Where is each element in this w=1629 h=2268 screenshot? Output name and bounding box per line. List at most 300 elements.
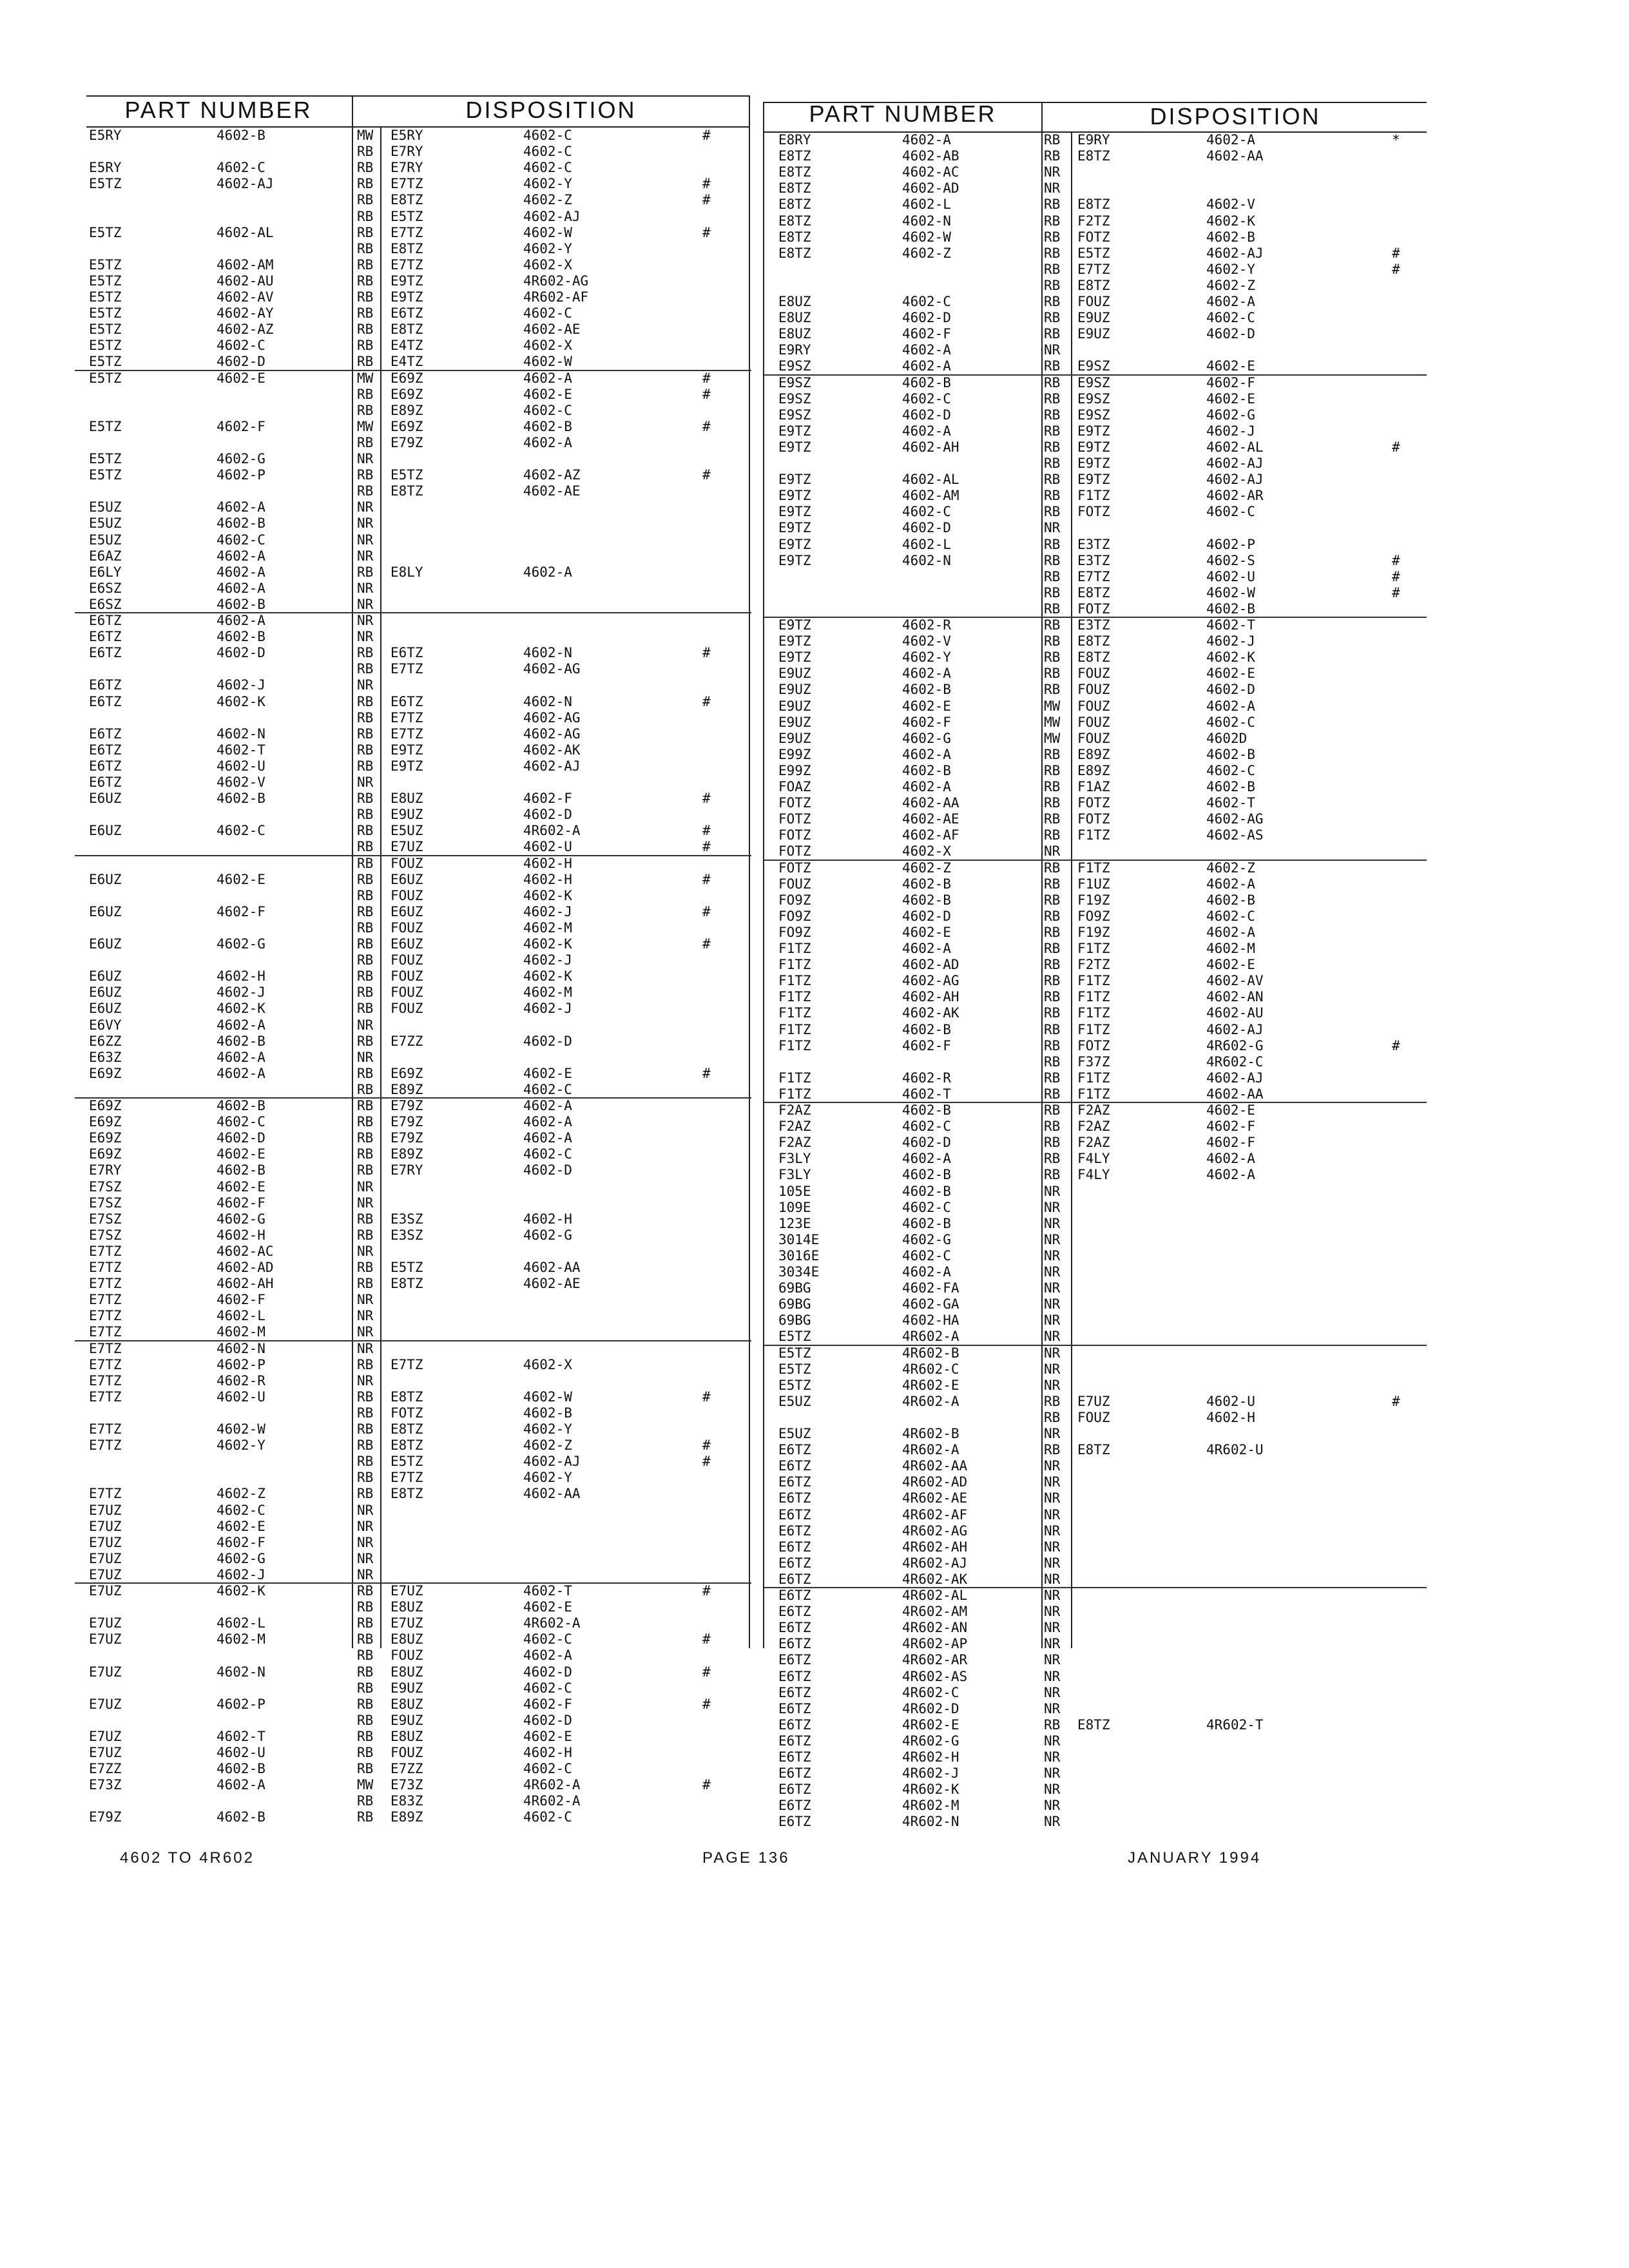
disposition-model-cell: F1AZ	[1077, 779, 1110, 794]
disposition-model-cell: E6UZ	[390, 903, 423, 919]
part-model-cell: E7UZ	[89, 1550, 122, 1566]
disposition-code-cell: RB	[357, 1146, 374, 1162]
disposition-model-cell: FOTZ	[1077, 795, 1110, 811]
part-number-cell: 4602-R	[902, 1070, 951, 1086]
disposition-number-cell: 4602-A	[1206, 924, 1255, 940]
part-number-cell: 4602-AF	[902, 827, 959, 843]
disposition-number-cell: 4602-W	[523, 354, 572, 370]
disposition-code-cell: RB	[1044, 1167, 1061, 1183]
disposition-code-cell: RB	[357, 256, 374, 273]
part-number-cell: 4R602-B	[902, 1345, 959, 1361]
part-model-cell: FOTZ	[778, 860, 811, 876]
part-model-cell: E6TZ	[89, 613, 122, 628]
disposition-number-cell: 4602-C	[523, 1761, 572, 1777]
disposition-number-cell: 4602-D	[1206, 326, 1255, 342]
disposition-model-cell: FOTZ	[1077, 1037, 1110, 1053]
disposition-code-cell: RB	[357, 1648, 374, 1664]
disposition-code-cell: NR	[1044, 180, 1061, 197]
disposition-code-cell: NR	[1044, 1199, 1061, 1215]
disposition-code-cell: MW	[1044, 698, 1061, 714]
part-number-cell: 4602-B	[902, 682, 951, 698]
disposition-code-cell: RB	[357, 1728, 374, 1744]
part-model-cell: 123E	[778, 1215, 811, 1231]
part-model-cell: E6TZ	[778, 1474, 811, 1490]
disposition-model-cell: E9TZ	[1077, 439, 1110, 455]
disposition-number-cell: 4602-AS	[1206, 827, 1264, 843]
disposition-number-cell: 4602-G	[1206, 407, 1255, 423]
disposition-code-cell: RB	[357, 1615, 374, 1631]
part-model-cell: E6UZ	[89, 791, 122, 807]
disposition-code-cell: RB	[357, 887, 374, 903]
part-model-cell: E99Z	[778, 746, 811, 762]
disposition-code-cell: RB	[357, 1583, 374, 1599]
disposition-code-cell: RB	[1044, 957, 1061, 973]
disposition-number-cell: 4602-AG	[523, 661, 581, 677]
disposition-number-cell: 4602-AA	[1206, 1086, 1264, 1102]
disposition-model-cell: E8UZ	[390, 1599, 423, 1615]
disposition-code-cell: RB	[1044, 666, 1061, 682]
disposition-code-cell: RB	[1044, 617, 1061, 633]
flag-cell: #	[702, 1777, 711, 1793]
part-model-cell: E5TZ	[89, 176, 122, 192]
part-number-cell: 4602-D	[902, 310, 951, 326]
right-part-number-header: PART NUMBER	[809, 101, 997, 127]
disposition-code-cell: MW	[357, 418, 374, 434]
part-model-cell: E7TZ	[89, 1276, 122, 1292]
part-number-cell: 4602-W	[902, 229, 951, 245]
part-number-cell: 4602-B	[217, 515, 265, 532]
disposition-number-cell: 4602-C	[523, 128, 572, 143]
disposition-number-cell: 4602-C	[1206, 762, 1255, 778]
part-number-cell: 4602-F	[217, 903, 265, 919]
disposition-number-cell: 4602-C	[523, 144, 572, 160]
disposition-code-cell: RB	[357, 1114, 374, 1130]
part-model-cell: F2AZ	[778, 1102, 811, 1118]
disposition-code-cell: MW	[1044, 714, 1061, 730]
disposition-model-cell: FOUZ	[1077, 682, 1110, 698]
disposition-code-cell: RB	[357, 483, 374, 499]
disposition-model-cell: FOTZ	[1077, 229, 1110, 245]
part-number-cell: 4602-F	[217, 1195, 265, 1211]
disposition-number-cell: 4602-E	[1206, 358, 1255, 374]
disposition-code-cell: RB	[1044, 601, 1061, 617]
disposition-number-cell: 4602-AA	[1206, 148, 1264, 164]
disposition-code-cell: RB	[1044, 245, 1061, 261]
disposition-model-cell: E69Z	[390, 418, 423, 434]
disposition-model-cell: E7UZ	[390, 839, 423, 855]
part-number-cell: 4R602-AR	[902, 1652, 968, 1668]
part-model-cell: E5TZ	[89, 354, 122, 370]
disposition-code-cell: RB	[1044, 229, 1061, 245]
disposition-number-cell: 4602-A	[523, 1114, 572, 1130]
disposition-model-cell: E9SZ	[1077, 358, 1110, 374]
part-number-cell: 4602-F	[902, 1037, 951, 1053]
disposition-number-cell: 4602-C	[1206, 714, 1255, 730]
disposition-code-cell: RB	[357, 1001, 374, 1017]
part-number-cell: 4602-AM	[217, 256, 274, 273]
part-number-cell: 4602-C	[902, 1119, 951, 1135]
part-number-cell: 4602-U	[217, 1389, 265, 1405]
part-model-cell: E5TZ	[89, 322, 122, 338]
disposition-code-cell: RB	[357, 1405, 374, 1421]
part-model-cell: F3LY	[778, 1151, 811, 1167]
part-number-cell: 4602-B	[902, 1102, 951, 1118]
part-model-cell: F1TZ	[778, 1005, 811, 1021]
part-model-cell: E7UZ	[89, 1696, 122, 1712]
disposition-number-cell: 4R602-AG	[523, 273, 589, 289]
part-model-cell: F1TZ	[778, 1037, 811, 1053]
part-model-cell: E6UZ	[89, 968, 122, 985]
disposition-code-cell: RB	[357, 726, 374, 742]
disposition-number-cell: 4602D	[1206, 730, 1248, 746]
disposition-number-cell: 4602-D	[1206, 682, 1255, 698]
part-model-cell: E8UZ	[778, 326, 811, 342]
part-number-cell: 4R602-AP	[902, 1636, 968, 1652]
disposition-code-cell: RB	[357, 1454, 374, 1470]
flag-cell: #	[702, 467, 711, 483]
disposition-number-cell: 4602-AZ	[523, 467, 581, 483]
disposition-number-cell: 4602-T	[1206, 617, 1255, 633]
disposition-code-cell: RB	[357, 1211, 374, 1227]
part-number-cell: 4602-Z	[902, 860, 951, 876]
disposition-code-cell: RB	[1044, 860, 1061, 876]
disposition-number-cell: 4602-AJ	[1206, 456, 1264, 471]
disposition-model-cell: E7TZ	[1077, 568, 1110, 584]
disposition-code-cell: MW	[357, 128, 374, 143]
part-number-cell: 4602-FA	[902, 1280, 959, 1296]
disposition-model-cell: E9UZ	[390, 807, 423, 823]
disposition-code-cell: NR	[357, 1518, 374, 1534]
disposition-model-cell: F1TZ	[1077, 1021, 1110, 1037]
disposition-number-cell: 4602-K	[523, 936, 572, 952]
part-number-cell: 4R602-AD	[902, 1474, 968, 1490]
flag-cell: #	[1392, 1393, 1400, 1409]
disposition-model-cell: FO9Z	[1077, 908, 1110, 924]
disposition-code-cell: NR	[1044, 1588, 1061, 1603]
disposition-code-cell: RB	[357, 823, 374, 839]
left-part-number-header: PART NUMBER	[124, 97, 313, 123]
part-model-cell: E99Z	[778, 762, 811, 778]
flag-cell: #	[1392, 261, 1400, 277]
part-number-cell: 4602-B	[217, 629, 265, 645]
disposition-model-cell: E9TZ	[390, 289, 423, 305]
disposition-number-cell: 4R602-A	[523, 1777, 581, 1793]
disposition-code-cell: RB	[357, 1276, 374, 1292]
part-model-cell: E7SZ	[89, 1178, 122, 1195]
disposition-code-cell: MW	[357, 370, 374, 386]
disposition-code-cell: NR	[1044, 1377, 1061, 1393]
disposition-model-cell: F2TZ	[1077, 213, 1110, 229]
disposition-number-cell: 4602-P	[1206, 536, 1255, 552]
part-number-cell: 4602-J	[217, 985, 265, 1001]
disposition-code-cell: NR	[1044, 1539, 1061, 1555]
part-model-cell: E9SZ	[778, 407, 811, 423]
part-model-cell: E9UZ	[778, 730, 811, 746]
disposition-number-cell: 4602-H	[1206, 1409, 1255, 1425]
disposition-number-cell: 4602-H	[523, 855, 572, 871]
disposition-code-cell: RB	[357, 985, 374, 1001]
disposition-code-cell: RB	[357, 1599, 374, 1615]
part-number-cell: 4R602-D	[902, 1700, 959, 1716]
part-model-cell: E5RY	[89, 160, 122, 176]
disposition-number-cell: 4602-K	[523, 968, 572, 985]
disposition-code-cell: NR	[1044, 1361, 1061, 1377]
disposition-code-cell: NR	[357, 1243, 374, 1259]
disposition-model-cell: FOUZ	[390, 952, 423, 968]
disposition-model-cell: E8UZ	[390, 791, 423, 807]
part-number-cell: 4602-N	[217, 726, 265, 742]
disposition-code-cell: RB	[357, 338, 374, 354]
disposition-number-cell: 4602-D	[523, 807, 572, 823]
disposition-model-cell: E3TZ	[1077, 552, 1110, 568]
part-number-cell: 4602-A	[217, 1065, 265, 1081]
disposition-code-cell: RB	[1044, 1005, 1061, 1021]
part-model-cell: E9SZ	[778, 358, 811, 374]
part-number-cell: 4602-E	[217, 1146, 265, 1162]
disposition-code-cell: NR	[1044, 1280, 1061, 1296]
disposition-code-cell: RB	[357, 1470, 374, 1486]
disposition-number-cell: 4602-A	[523, 1098, 572, 1113]
part-model-cell: E7RY	[89, 1162, 122, 1178]
part-model-cell: E6TZ	[89, 677, 122, 693]
disposition-code-cell: RB	[357, 1098, 374, 1113]
disposition-code-cell: RB	[1044, 439, 1061, 455]
disposition-code-cell: NR	[1044, 1700, 1061, 1716]
part-model-cell: E9TZ	[778, 472, 811, 488]
part-number-cell: 4602-B	[902, 762, 951, 778]
disposition-model-cell: E89Z	[390, 1809, 423, 1825]
disposition-code-cell: RB	[357, 1712, 374, 1728]
disposition-code-cell: RB	[357, 791, 374, 807]
disposition-model-cell: E79Z	[390, 1114, 423, 1130]
disposition-code-cell: NR	[1044, 1458, 1061, 1474]
part-model-cell: E6UZ	[89, 985, 122, 1001]
disposition-code-cell: RB	[1044, 989, 1061, 1005]
part-model-cell: FOUZ	[778, 876, 811, 892]
disposition-code-cell: RB	[357, 1631, 374, 1648]
disposition-model-cell: FOUZ	[1077, 1409, 1110, 1425]
disposition-model-cell: E8TZ	[390, 1486, 423, 1502]
part-model-cell: E7UZ	[89, 1518, 122, 1534]
disposition-model-cell: FOTZ	[390, 1405, 423, 1421]
part-number-cell: 4602-C	[217, 823, 265, 839]
part-number-cell: 4602-K	[217, 1001, 265, 1017]
flag-cell: #	[702, 936, 711, 952]
disposition-model-cell: E9UZ	[390, 1712, 423, 1728]
disposition-code-cell: RB	[1044, 1119, 1061, 1135]
part-model-cell: E6TZ	[778, 1668, 811, 1684]
disposition-model-cell: E7TZ	[390, 726, 423, 742]
disposition-code-cell: RB	[357, 1761, 374, 1777]
right-left-border	[763, 102, 764, 1648]
disposition-code-cell: NR	[357, 1324, 374, 1340]
disposition-model-cell: E8UZ	[390, 1728, 423, 1744]
part-number-cell: 4602-AC	[217, 1243, 274, 1259]
part-number-cell: 4602-B	[217, 1098, 265, 1113]
part-number-cell: 4R602-E	[902, 1377, 959, 1393]
part-model-cell: F1TZ	[778, 957, 811, 973]
flag-cell: #	[702, 645, 711, 661]
part-model-cell: E6TZ	[778, 1652, 811, 1668]
disposition-code-cell: NR	[1044, 1684, 1061, 1700]
part-number-cell: 4602-B	[217, 596, 265, 612]
part-model-cell: E9TZ	[778, 536, 811, 552]
part-number-cell: 4602-GA	[902, 1296, 959, 1312]
disposition-code-cell: RB	[357, 758, 374, 774]
part-model-cell: E7TZ	[89, 1372, 122, 1389]
part-model-cell: E6TZ	[89, 742, 122, 758]
disposition-number-cell: 4602-F	[1206, 1135, 1255, 1151]
disposition-code-cell: RB	[357, 1065, 374, 1081]
part-model-cell: E9TZ	[778, 617, 811, 633]
part-number-cell: 4602-HA	[902, 1312, 959, 1329]
disposition-model-cell: E69Z	[390, 1065, 423, 1081]
disposition-number-cell: 4602-E	[1206, 957, 1255, 973]
disposition-model-cell: E8UZ	[390, 1664, 423, 1680]
disposition-number-cell: 4602-D	[523, 1033, 572, 1049]
disposition-code-cell: NR	[1044, 1296, 1061, 1312]
disposition-number-cell: 4602-J	[523, 1001, 572, 1017]
disposition-model-cell: E7UZ	[390, 1583, 423, 1599]
disposition-code-cell: MW	[1044, 730, 1061, 746]
part-model-cell: F1TZ	[778, 1070, 811, 1086]
disposition-model-cell: E89Z	[390, 402, 423, 418]
disposition-code-cell: RB	[1044, 472, 1061, 488]
part-number-cell: 4602-A	[902, 342, 951, 358]
part-number-cell: 4602-AK	[902, 1005, 959, 1021]
disposition-number-cell: 4602-AJ	[523, 1454, 581, 1470]
disposition-number-cell: 4602-A	[1206, 698, 1255, 714]
disposition-code-cell: RB	[1044, 1037, 1061, 1053]
disposition-code-cell: RB	[357, 968, 374, 985]
disposition-model-cell: E83Z	[390, 1793, 423, 1809]
disposition-model-cell: E7RY	[390, 144, 423, 160]
flag-cell: #	[702, 1696, 711, 1712]
disposition-number-cell: 4602-Y	[523, 176, 572, 192]
part-number-cell: 4602-A	[902, 358, 951, 374]
disposition-code-cell: RB	[1044, 1409, 1061, 1425]
disposition-number-cell: 4602-Z	[523, 192, 572, 208]
disposition-model-cell: E3SZ	[390, 1211, 423, 1227]
disposition-number-cell: 4602-C	[523, 1146, 572, 1162]
part-model-cell: E7UZ	[89, 1728, 122, 1744]
part-model-cell: E5TZ	[778, 1329, 811, 1345]
disposition-code-cell: RB	[1044, 390, 1061, 407]
part-number-cell: 4602-A	[217, 580, 265, 596]
disposition-code-cell: RB	[357, 1421, 374, 1437]
disposition-code-cell: RB	[357, 1793, 374, 1809]
part-number-cell: 4R602-AF	[902, 1506, 968, 1523]
part-number-cell: 4602-G	[217, 451, 265, 466]
disposition-model-cell: FOUZ	[390, 985, 423, 1001]
left-code-divider	[380, 126, 381, 1648]
disposition-number-cell: 4602-W	[1206, 584, 1255, 601]
disposition-code-cell: RB	[357, 273, 374, 289]
disposition-code-cell: RB	[1044, 568, 1061, 584]
disposition-code-cell: RB	[357, 224, 374, 240]
part-model-cell: E6TZ	[778, 1814, 811, 1830]
disposition-code-cell: RB	[1044, 277, 1061, 293]
disposition-model-cell: E8TZ	[390, 1437, 423, 1454]
part-number-cell: 4602-T	[217, 1728, 265, 1744]
part-number-cell: 4R602-C	[902, 1684, 959, 1700]
part-number-cell: 4R602-AE	[902, 1490, 968, 1506]
disposition-model-cell: F19Z	[1077, 892, 1110, 908]
disposition-number-cell: 4602-B	[1206, 229, 1255, 245]
disposition-code-cell: NR	[1044, 843, 1061, 860]
disposition-code-cell: NR	[1044, 1798, 1061, 1814]
disposition-model-cell: F1TZ	[1077, 989, 1110, 1005]
part-model-cell: E9TZ	[778, 520, 811, 536]
part-number-cell: 4602-G	[217, 1550, 265, 1566]
disposition-number-cell: 4602-E	[1206, 1102, 1255, 1118]
part-number-cell: 4602-B	[902, 1183, 951, 1199]
disposition-code-cell: RB	[357, 564, 374, 580]
disposition-model-cell: E8UZ	[390, 1696, 423, 1712]
part-number-cell: 4602-C	[217, 532, 265, 548]
part-number-cell: 4602-AA	[902, 795, 959, 811]
part-number-cell: 4R602-AM	[902, 1604, 968, 1620]
disposition-code-cell: NR	[1044, 1312, 1061, 1329]
part-model-cell: E8TZ	[778, 245, 811, 261]
disposition-code-cell: RB	[357, 1664, 374, 1680]
disposition-model-cell: E69Z	[390, 386, 423, 402]
part-model-cell: E6TZ	[778, 1523, 811, 1539]
part-model-cell: 69BG	[778, 1312, 811, 1329]
part-number-cell: 4R602-AG	[902, 1523, 968, 1539]
disposition-model-cell: E7UZ	[390, 1615, 423, 1631]
part-number-cell: 4602-A	[217, 613, 265, 628]
disposition-code-cell: NR	[357, 1372, 374, 1389]
disposition-number-cell: 4602-AE	[523, 1276, 581, 1292]
part-model-cell: E5TZ	[89, 256, 122, 273]
part-model-cell: 105E	[778, 1183, 811, 1199]
disposition-number-cell: 4602-AA	[523, 1260, 581, 1275]
part-model-cell: E6TZ	[778, 1716, 811, 1733]
part-number-cell: 4602-U	[217, 1745, 265, 1760]
part-number-cell: 4602-X	[902, 843, 951, 860]
part-number-cell: 4602-B	[217, 1809, 265, 1825]
part-model-cell: E7UZ	[89, 1615, 122, 1631]
disposition-model-cell: E3TZ	[1077, 617, 1110, 633]
disposition-number-cell: 4602-N	[523, 693, 572, 709]
disposition-code-cell: RB	[357, 1162, 374, 1178]
disposition-code-cell: NR	[357, 596, 374, 612]
disposition-code-cell: RB	[1044, 827, 1061, 843]
part-number-cell: 4602-AZ	[217, 322, 274, 338]
disposition-code-cell: NR	[357, 499, 374, 515]
part-model-cell: E79Z	[89, 1809, 122, 1825]
part-model-cell: E8TZ	[778, 164, 811, 180]
part-model-cell: E69Z	[89, 1114, 122, 1130]
part-number-cell: 4602-B	[902, 374, 951, 390]
disposition-number-cell: 4602-AJ	[1206, 472, 1264, 488]
part-model-cell: E5UZ	[778, 1393, 811, 1409]
part-model-cell: E9TZ	[778, 488, 811, 504]
disposition-model-cell: F2AZ	[1077, 1119, 1110, 1135]
disposition-number-cell: 4602-F	[1206, 374, 1255, 390]
disposition-model-cell: E7TZ	[390, 1470, 423, 1486]
part-model-cell: E9SZ	[778, 374, 811, 390]
part-model-cell: E6SZ	[89, 580, 122, 596]
part-number-cell: 4602-M	[217, 1631, 265, 1648]
disposition-model-cell: E7TZ	[390, 661, 423, 677]
disposition-model-cell: E6UZ	[390, 936, 423, 952]
part-model-cell: E7UZ	[89, 1631, 122, 1648]
disposition-code-cell: RB	[357, 1486, 374, 1502]
disposition-code-cell: RB	[1044, 924, 1061, 940]
disposition-number-cell: 4602-E	[1206, 390, 1255, 407]
